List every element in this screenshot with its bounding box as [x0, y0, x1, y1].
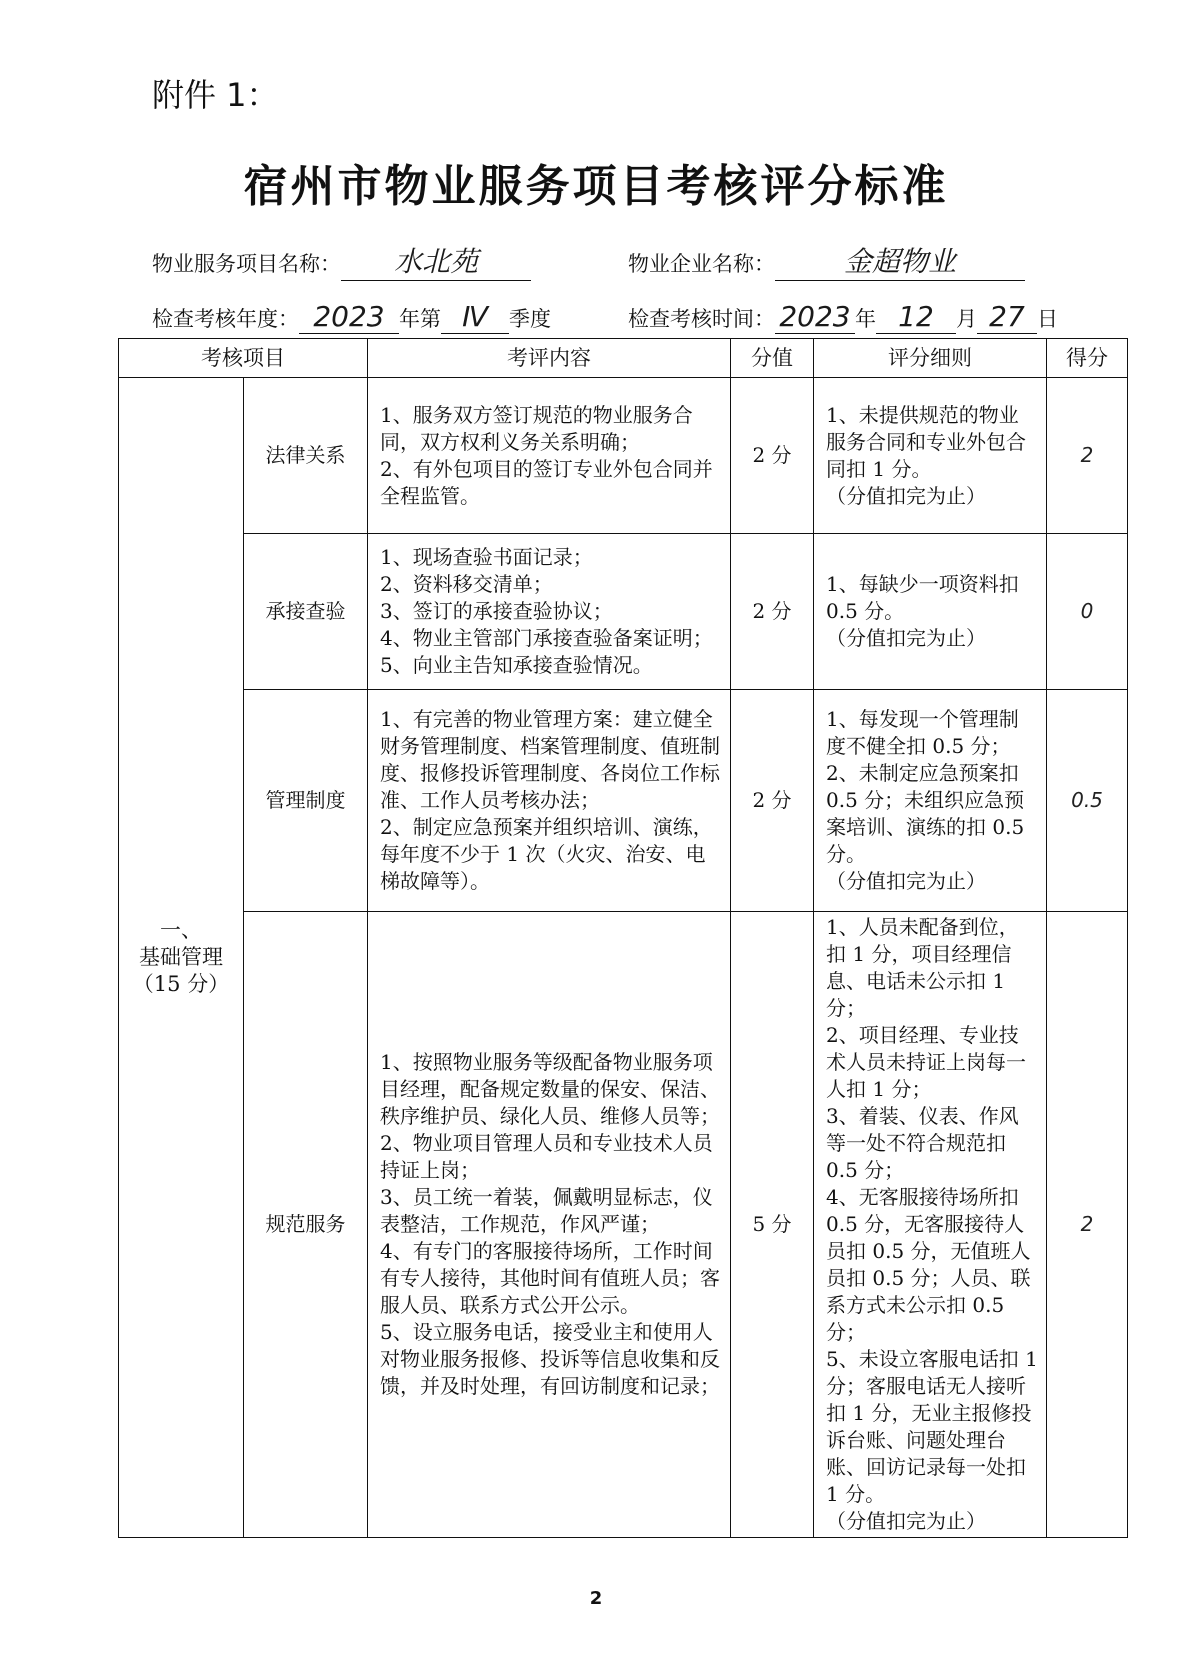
project-name-field: [152, 240, 531, 281]
assessment-table: [118, 338, 1128, 1538]
assessment-year-suffix: 年第: [399, 307, 441, 331]
rules-cell: 1、每缺少一项资料扣 0.5 分。 （分值扣完为止）: [814, 534, 1047, 690]
header-points: 分值: [731, 339, 814, 378]
project-name-label: 物业服务项目名称：: [152, 252, 341, 276]
item-cell: 规范服务: [244, 912, 368, 1538]
company-name-label: 物业企业名称：: [628, 252, 775, 276]
page-number: 2: [589, 1588, 603, 1609]
table-row: [119, 534, 1128, 690]
company-name-field: [628, 240, 1025, 281]
score-cell: 0.5: [1047, 690, 1128, 912]
company-name-value: 金超物业: [775, 240, 1025, 281]
score-cell: 2: [1047, 378, 1128, 534]
category-cell: 一、 基础管理 （15 分）: [119, 378, 244, 1538]
table-row: [119, 912, 1128, 1538]
points-cell: 2 分: [731, 378, 814, 534]
score-cell: 2: [1047, 912, 1128, 1538]
header-content: 考评内容: [368, 339, 731, 378]
rules-cell: 1、人员未配备到位，扣 1 分，项目经理信息、电话未公示扣 1 分； 2、项目经理、专业技术人员未持证上岗每一人扣 1 分； 3、着装、仪表、作风等一处不符合规范扣 0.5 分； 4、无客服接待场所扣 0.5 分，无客服接待人员扣 0.5 分，无值班人员扣 0.5 分；人员、联系方式未公示扣 0.5 分； 5、未设立客服电话扣 1 分；客服电话无人接听扣 1 分，无业主报修投诉台账、问题处理台账、回访记录每一处扣 1 分。 （分值扣完为止）: [814, 912, 1047, 1538]
date-month-unit: 月: [956, 307, 977, 331]
score-cell: 0: [1047, 534, 1128, 690]
document-title: 宿州市物业服务项目考核评分标准: [243, 161, 949, 212]
project-name-value: 水北苑: [341, 240, 531, 281]
content-cell: 1、按照物业服务等级配备物业服务项目经理，配备规定数量的保安、保洁、秩序维护员、绿化人员、维修人员等； 2、物业项目管理人员和专业技术人员持证上岗； 3、员工统一着装，佩戴明显标志，仪表整洁，工作规范，作风严谨； 4、有专门的客服接待场所，工作时间有专人接待，其他时间有值班人员；客服人员、联系方式公开公示。 5、设立服务电话，接受业主和使用人对物业服务报修、投诉等信息收集和反馈，并及时处理，有回访制度和记录；: [368, 912, 731, 1538]
date-day-value: 27: [977, 300, 1037, 334]
table-row: [119, 378, 1128, 534]
date-year-unit: 年: [855, 307, 876, 331]
item-cell: 法律关系: [244, 378, 368, 534]
rules-cell: 1、每发现一个管理制度不健全扣 0.5 分； 2、未制定应急预案扣 0.5 分；未组织应急预案培训、演练的扣 0.5 分。 （分值扣完为止）: [814, 690, 1047, 912]
points-cell: 2 分: [731, 690, 814, 912]
content-cell: 1、现场查验书面记录； 2、资料移交清单； 3、签订的承接查验协议； 4、物业主管部门承接查验备案证明； 5、向业主告知承接查验情况。: [368, 534, 731, 690]
attachment-label: 附件 1：: [152, 76, 279, 114]
date-month-value: 12: [876, 300, 956, 334]
assessment-year-label: 检查考核年度：: [152, 307, 299, 331]
content-cell: 1、有完善的物业管理方案：建立健全财务管理制度、档案管理制度、值班制度、报修投诉管理制度、各岗位工作标准、工作人员考核办法； 2、制定应急预案并组织培训、演练，每年度不少于 1 次（火灾、治安、电梯故障等）。: [368, 690, 731, 912]
assessment-date-label: 检查考核时间：: [628, 307, 775, 331]
assessment-date-field: [628, 300, 1058, 334]
date-year-value: 2023: [775, 300, 855, 334]
item-cell: 管理制度: [244, 690, 368, 912]
header-rules: 评分细则: [814, 339, 1047, 378]
quarter-suffix: 季度: [509, 307, 551, 331]
assessment-year-field: [152, 300, 551, 334]
header-item: 考核项目: [119, 339, 368, 378]
rules-cell: 1、未提供规范的物业服务合同和专业外包合同扣 1 分。 （分值扣完为止）: [814, 378, 1047, 534]
assessment-year-value: 2023: [299, 300, 399, 334]
date-day-unit: 日: [1037, 307, 1058, 331]
table-row: [119, 690, 1128, 912]
quarter-value: Ⅳ: [441, 300, 509, 334]
content-cell: 1、服务双方签订规范的物业服务合同，双方权利义务关系明确； 2、有外包项目的签订专业外包合同并全程监管。: [368, 378, 731, 534]
header-score: 得分: [1047, 339, 1128, 378]
points-cell: 5 分: [731, 912, 814, 1538]
points-cell: 2 分: [731, 534, 814, 690]
item-cell: 承接查验: [244, 534, 368, 690]
table-header-row: [119, 339, 1128, 378]
